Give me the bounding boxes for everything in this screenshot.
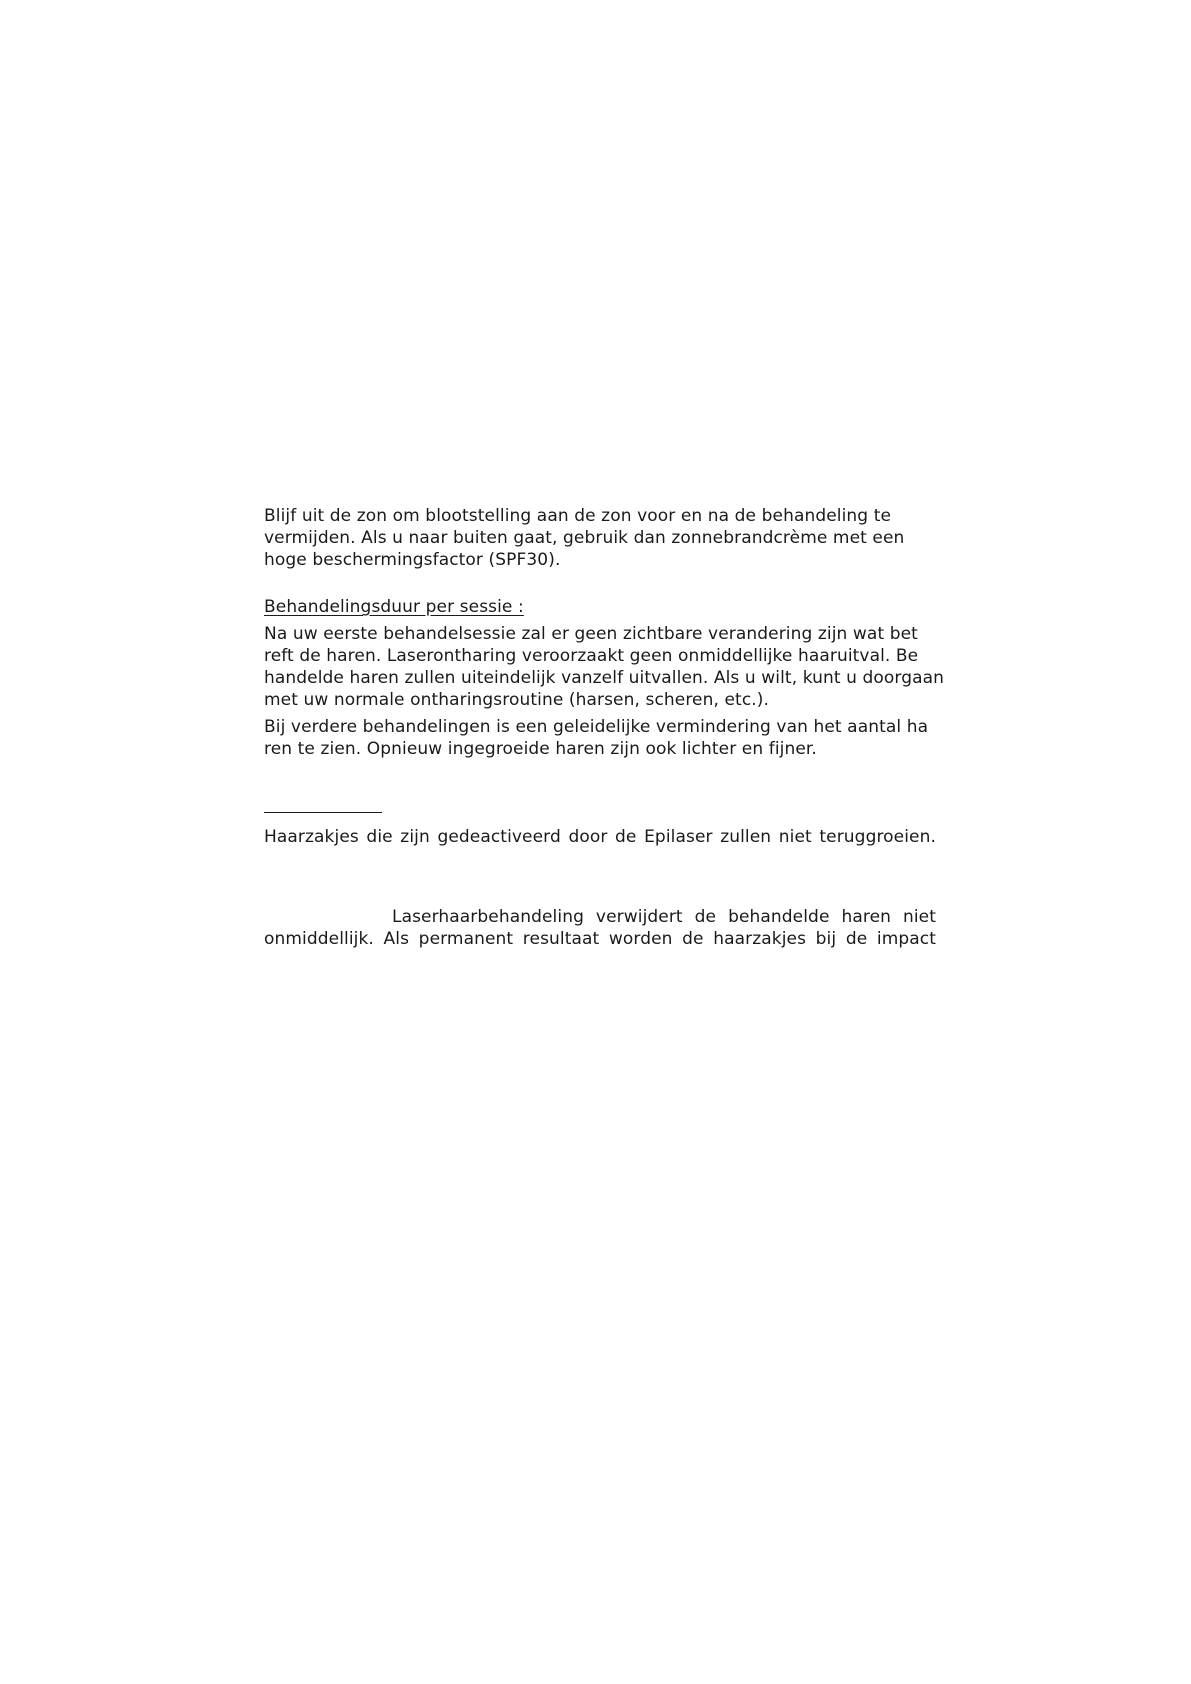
paragraph-line: hoge beschermingsfactor (SPF30). (264, 550, 561, 570)
footnote-divider (264, 812, 382, 813)
paragraph-line: Na uw eerste behandelsessie zal er geen zichtbare verandering zijn wat bet (264, 624, 918, 644)
paragraph-line: Laserhaarbehandeling verwijdert de behandelde haren niet (392, 907, 936, 927)
paragraph-line: vermijden. Als u naar buiten gaat, gebruik dan zonnebrandcrème met een (264, 528, 905, 548)
paragraph-line: onmiddellijk. Als permanent resultaat worden de haarzakjes bij de impact (264, 929, 936, 949)
paragraph-line: Blijf uit de zon om blootstelling aan de zon voor en na de behandeling te (264, 506, 892, 526)
text-column (264, 0, 944, 1684)
paragraph-line: handelde haren zullen uiteindelijk vanzelf uitvallen. Als u wilt, kunt u doorgaan (264, 668, 944, 688)
footnote-text: Haarzakjes die zijn gedeactiveerd door de Epilaser zullen niet teruggroeien. (264, 827, 936, 847)
paragraph-line: ren te zien. Opnieuw ingegroeide haren zijn ook lichter en fijner. (264, 739, 817, 759)
section-heading: Behandelingsduur per sessie : (264, 597, 524, 617)
paragraph-line: Bij verdere behandelingen is een geleidelijke vermindering van het aantal ha (264, 717, 929, 737)
paragraph-line: reft de haren. Laserontharing veroorzaakt geen onmiddellijke haaruitval. Be (264, 646, 919, 666)
paragraph-line: met uw normale ontharingsroutine (harsen, scheren, etc.). (264, 690, 769, 710)
